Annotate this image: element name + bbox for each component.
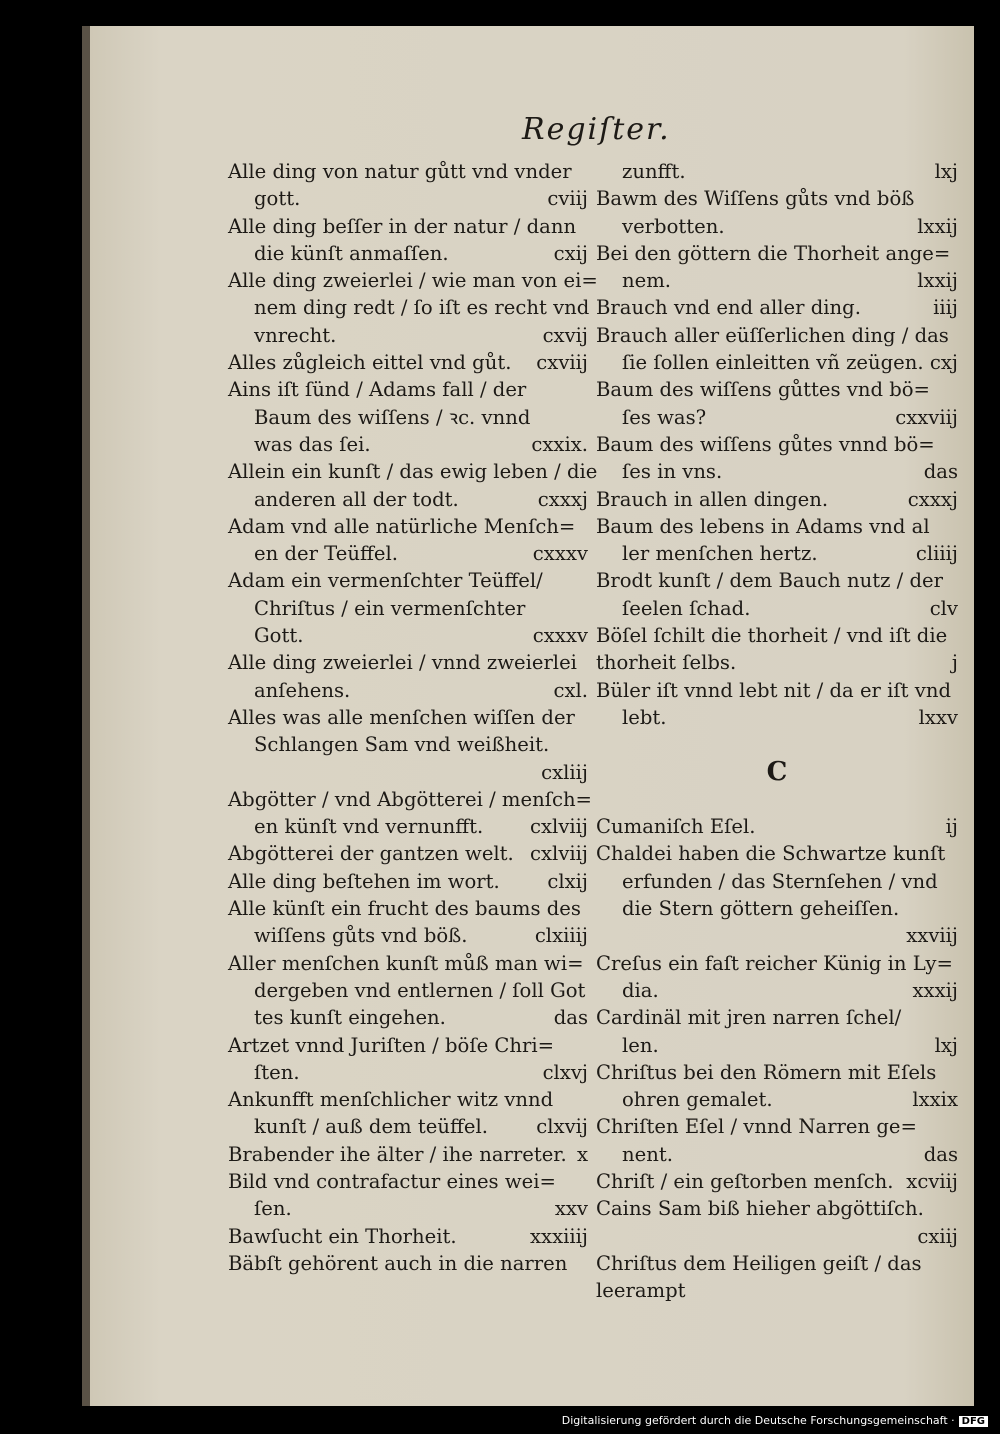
page-ref: xcviij xyxy=(906,1169,958,1193)
register-line xyxy=(228,1059,588,1086)
entry-text: ohren gemalet. xyxy=(622,1088,773,1112)
register-line xyxy=(228,185,588,212)
register-line xyxy=(228,704,588,731)
register-line xyxy=(596,895,958,922)
register-line xyxy=(228,213,588,240)
entry-text: Alle ding zweierlei / vnnd zweierlei xyxy=(228,651,577,675)
register-line xyxy=(596,977,958,1004)
page-ref: xxxij xyxy=(912,978,958,1002)
entry-text: dia. xyxy=(622,978,659,1002)
entry-text: C xyxy=(766,756,788,787)
entry-text: ſes in vns. xyxy=(622,460,723,484)
entry-text: Bei den göttern die Thorheit ange= xyxy=(596,241,951,265)
entry-text: Bawm des Wiſſens gůts vnd böß xyxy=(596,187,915,211)
entry-text: Cains Sam biß hieher abgöttiſch. xyxy=(596,1197,924,1221)
register-line xyxy=(228,567,588,594)
register-line xyxy=(228,1223,588,1250)
register-line xyxy=(596,1195,958,1222)
register-line xyxy=(228,677,588,704)
entry-text: zunfft. xyxy=(622,160,686,183)
register-line xyxy=(228,950,588,977)
entry-text: Brauch aller eüſſerlichen ding / das xyxy=(596,323,949,347)
page-ref: cxxxj xyxy=(907,487,958,511)
entry-text: en künſt vnd vernunfft. xyxy=(254,815,484,839)
register-line xyxy=(596,1223,958,1250)
register-line xyxy=(596,431,958,458)
entry-text: Alle künſt ein frucht des baums des xyxy=(228,897,581,921)
entry-text: thorheit ſelbs. xyxy=(596,651,737,675)
page-ref: xxv xyxy=(554,1197,588,1221)
register-line xyxy=(596,840,958,867)
register-line xyxy=(596,950,958,977)
page-header: Regiſter. xyxy=(522,112,671,147)
register-line xyxy=(596,294,958,321)
entry-text: nent. xyxy=(622,1142,673,1166)
page-ref: cliiij xyxy=(915,542,958,566)
footer-text: Digitalisierung gefördert durch die Deutsche Forschungsgemeinschaft · xyxy=(561,1414,955,1427)
register-line xyxy=(228,1168,588,1195)
register-line xyxy=(228,349,588,376)
register-line xyxy=(228,1141,588,1168)
entry-text: Brodt kunſt / dem Bauch nutz / der xyxy=(596,569,943,593)
register-line xyxy=(228,458,598,485)
register-line xyxy=(596,622,958,649)
entry-text: tes kunſt eingehen. xyxy=(254,1006,446,1030)
register-line xyxy=(228,622,588,649)
register-line xyxy=(228,1113,588,1140)
entry-text: was das ſei. xyxy=(254,432,371,456)
register-line xyxy=(596,1168,958,1195)
register-line xyxy=(228,840,588,867)
register-line xyxy=(228,486,588,513)
entry-text: ſen. xyxy=(254,1197,292,1221)
register-line xyxy=(596,404,958,431)
register-line xyxy=(596,1059,958,1086)
entry-text: ſie ſollen einleitten vñ zeügen. xyxy=(622,351,924,375)
page-ref: cxij xyxy=(553,241,588,265)
register-line xyxy=(596,868,958,895)
page-ref: clv xyxy=(929,596,958,620)
page-ref: lxxv xyxy=(918,705,958,729)
dfg-logo: DFG xyxy=(959,1416,988,1427)
page-ref: cviij xyxy=(547,187,588,211)
page-ref: cxiij xyxy=(917,1224,958,1248)
page-ref: clxij xyxy=(547,869,588,893)
page-ref: cxvij xyxy=(542,323,588,347)
register-line xyxy=(228,813,588,840)
register-line xyxy=(228,759,588,786)
entry-text: Baum des wiſſens gůttes vnd bö= xyxy=(596,378,930,402)
page-ref: iiij xyxy=(933,296,958,320)
entry-text: vnrecht. xyxy=(254,323,337,347)
blank-line xyxy=(596,731,958,758)
entry-text: ſten. xyxy=(254,1060,300,1084)
entry-text: Brauch in allen dingen. xyxy=(596,487,829,511)
entry-text: erfunden / das Sternſehen / vnd xyxy=(622,869,938,893)
entry-text: Abgötter / vnd Abgötterei / menſch= xyxy=(228,787,592,811)
register-line xyxy=(596,158,958,185)
entry-text: ſeelen ſchad. xyxy=(622,596,751,620)
page-ref: cxxix. xyxy=(531,432,588,456)
section-letter xyxy=(596,756,958,787)
page-ref: das xyxy=(553,1006,588,1030)
entry-text: Aller menſchen kunſt můß man wi= xyxy=(228,951,584,975)
entry-text: Baum des wiſſens / ꝛc. vnnd xyxy=(254,405,531,429)
register-line xyxy=(228,731,588,758)
entry-text: Chriſtus dem Heiligen geiſt / das xyxy=(596,1251,922,1275)
register-line xyxy=(228,1086,588,1113)
register-line xyxy=(228,322,588,349)
page-ref: cxxxv xyxy=(532,542,588,566)
register-line xyxy=(228,404,588,431)
entry-text: verbotten. xyxy=(622,214,725,238)
entry-text: die Stern göttern geheiſſen. xyxy=(622,897,900,921)
entry-text: nem. xyxy=(622,269,672,293)
register-line xyxy=(228,513,588,540)
register-line xyxy=(596,267,958,294)
entry-text: Ankunfft menſchlicher witz vnnd xyxy=(228,1088,554,1112)
entry-text: Alles zůgleich eittel vnd gůt. xyxy=(228,351,512,375)
entry-text: Gott. xyxy=(254,624,304,648)
page-ref: ij xyxy=(945,815,958,839)
register-line xyxy=(228,895,588,922)
footer-credit xyxy=(562,1414,988,1427)
entry-text: Schlangen Sam vnd weißheit. xyxy=(254,733,550,757)
register-line xyxy=(596,677,958,704)
entry-text: Brabender ihe älter / ihe narreter. xyxy=(228,1142,567,1166)
page-ref: j xyxy=(951,651,958,675)
register-line xyxy=(228,1032,588,1059)
register-line xyxy=(596,1086,958,1113)
entry-text: Baum des lebens in Adams vnd al xyxy=(596,514,930,538)
page-ref: cxliij xyxy=(541,760,588,784)
entry-text: anderen all der todt. xyxy=(254,487,459,511)
entry-text: Brauch vnd end aller ding. xyxy=(596,296,861,320)
entry-text: Chriſt / ein geſtorben menſch. xyxy=(596,1169,894,1193)
register-line xyxy=(228,595,588,622)
register-line xyxy=(228,868,588,895)
register-line xyxy=(596,595,958,622)
entry-text: Alles was alle menſchen wiſſen der xyxy=(228,705,575,729)
entry-text: Böſel ſchilt die thorheit / vnd iſt die xyxy=(596,624,948,648)
register-line xyxy=(228,786,592,813)
register-line xyxy=(596,540,958,567)
register-line xyxy=(228,294,588,321)
page-ref: cxl. xyxy=(553,678,588,702)
register-line xyxy=(228,649,588,676)
page-ref: cxj xyxy=(929,351,958,375)
entry-text: Alle ding zweierlei / wie man von ei= xyxy=(228,269,598,293)
entry-text: lebt. xyxy=(622,705,667,729)
register-line xyxy=(228,376,588,403)
entry-text: Ains iſt ſünd / Adams fall / der xyxy=(228,378,527,402)
entry-text: dergeben vnd entlernen / ſoll Got xyxy=(254,978,586,1002)
page-ref: cxlviij xyxy=(530,842,588,866)
entry-text: nem ding redt / ſo iſt es recht vnd xyxy=(254,296,590,320)
page-ref: cxxviij xyxy=(895,405,958,429)
register-line xyxy=(596,1277,958,1304)
register-line xyxy=(228,267,598,294)
page-ref: cxxxv xyxy=(532,624,588,648)
page-ref: lxxij xyxy=(917,214,958,238)
entry-text: Artzet vnnd Juriſten / böſe Chri= xyxy=(228,1033,555,1057)
register-line xyxy=(596,1032,958,1059)
page-ref: lxj xyxy=(934,1033,958,1057)
entry-text: wiſſens gůts vnd böß. xyxy=(254,924,468,948)
entry-text: Chriſtus bei den Römern mit Eſels xyxy=(596,1060,937,1084)
register-line xyxy=(596,1113,958,1140)
entry-text: Cumaniſch Eſel. xyxy=(596,815,756,839)
entry-text: Baum des wiſſens gůtes vnnd bö= xyxy=(596,432,935,456)
entry-text: Alle ding beſſer in der natur / dann xyxy=(228,214,577,238)
entry-text: die künſt anmaſſen. xyxy=(254,241,449,265)
page-ref: das xyxy=(923,1142,958,1166)
entry-text: Chriſtus / ein vermenſchter xyxy=(254,596,526,620)
register-line xyxy=(596,185,958,212)
entry-text: anſehens. xyxy=(254,678,351,702)
register-line xyxy=(596,1141,958,1168)
register-line xyxy=(596,322,958,349)
entry-text: ler menſchen hertz. xyxy=(622,542,818,566)
entry-text: len. xyxy=(622,1033,659,1057)
page-ref: cxlviij xyxy=(530,815,588,839)
page-ref: lxj xyxy=(934,160,958,183)
entry-text: gott. xyxy=(254,187,301,211)
register-line xyxy=(596,1250,958,1277)
entry-text: Alle ding beſtehen im wort. xyxy=(228,869,500,893)
entry-text: Allein ein kunſt / das ewig leben / die xyxy=(228,460,598,484)
page-ref: xxxiiij xyxy=(529,1224,588,1248)
entry-text: Adam vnd alle natürliche Menſch= xyxy=(228,514,576,538)
entry-text: Cardinäl mit jren narren ſchel/ xyxy=(596,1006,902,1030)
entry-text: kunſt / auß dem teüffel. xyxy=(254,1115,488,1139)
entry-text: Bäbſt gehörent auch in die narren xyxy=(228,1251,568,1275)
register-line xyxy=(596,813,958,840)
page-ref: cxxxj xyxy=(537,487,588,511)
entry-text: Bawſucht ein Thorheit. xyxy=(228,1224,457,1248)
register-line xyxy=(228,158,588,185)
entry-text: Alle ding von natur gůtt vnd vnder xyxy=(228,160,572,183)
entry-text: Chaldei haben die Schwartze kunſt xyxy=(596,842,946,866)
page-ref: das xyxy=(923,460,958,484)
register-line xyxy=(228,977,588,1004)
entry-text: Abgötterei der gantzen welt. xyxy=(228,842,514,866)
entry-text: en der Teüffel. xyxy=(254,542,398,566)
register-line xyxy=(228,431,588,458)
entry-text: ſes was? xyxy=(622,405,707,429)
page-ref: clxiiij xyxy=(534,924,588,948)
page-ref: lxxix xyxy=(912,1088,958,1112)
register-line xyxy=(596,649,958,676)
register-line xyxy=(228,1195,588,1222)
entry-text: Adam ein vermenſchter Teüffel/ xyxy=(228,569,543,593)
entry-text: Creſus ein faſt reicher Künig in Ly= xyxy=(596,951,953,975)
register-line xyxy=(228,240,588,267)
register-line xyxy=(596,922,958,949)
register-line xyxy=(596,704,958,731)
register-line xyxy=(596,213,958,240)
register-line xyxy=(596,376,958,403)
register-line xyxy=(228,1250,588,1277)
page-ref: clxvij xyxy=(536,1115,588,1139)
entry-text: leerampt xyxy=(596,1279,686,1303)
page-ref: clxvj xyxy=(542,1060,588,1084)
page-ref: cxviij xyxy=(536,351,588,375)
register-line xyxy=(596,486,958,513)
page-ref: x xyxy=(576,1142,588,1166)
register-line xyxy=(596,513,958,540)
entry-text: Büler iſt vnnd lebt nit / da er iſt vnd xyxy=(596,678,951,702)
entry-text: Bild vnd contrafactur eines wei= xyxy=(228,1169,556,1193)
register-line xyxy=(596,349,958,376)
register-line xyxy=(228,1004,588,1031)
register-line xyxy=(228,922,588,949)
entry-text: Chriſten Eſel / vnnd Narren ge= xyxy=(596,1115,917,1139)
register-line xyxy=(596,240,958,267)
page-ref: lxxij xyxy=(917,269,958,293)
register-left-column xyxy=(228,158,598,1277)
page-ref: xxviij xyxy=(906,924,958,948)
register-line xyxy=(596,1004,958,1031)
register-line xyxy=(596,458,958,485)
blank-line xyxy=(596,786,958,813)
register-line xyxy=(228,540,588,567)
register-right-column xyxy=(596,158,958,1304)
register-line xyxy=(596,567,958,594)
